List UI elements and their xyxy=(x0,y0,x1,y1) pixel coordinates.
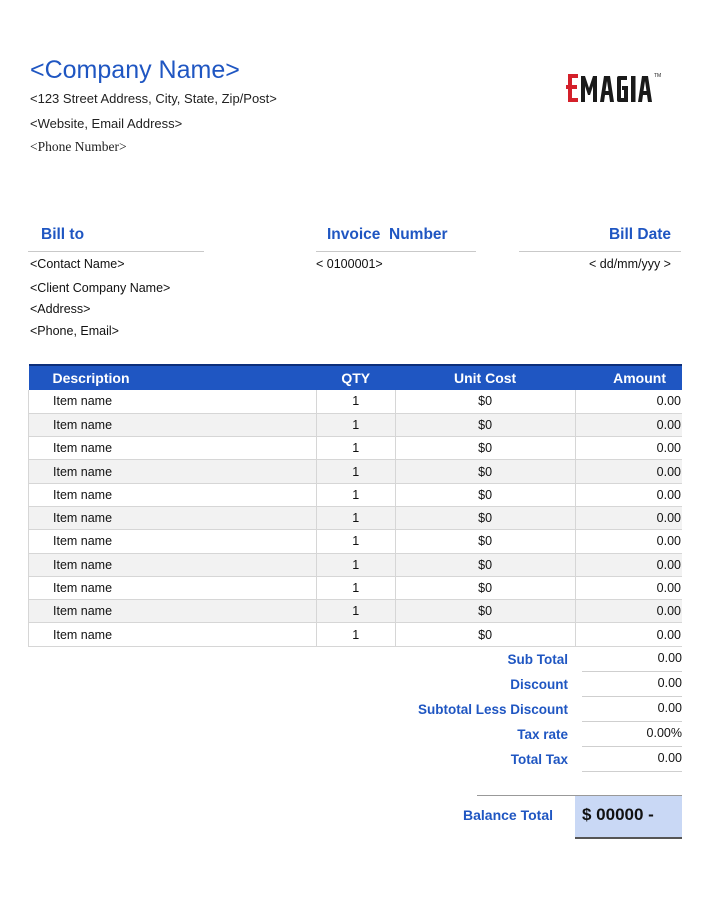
item-amount: 0.00 xyxy=(575,483,682,506)
column-description: Description xyxy=(29,365,317,390)
balance-total-value: $ 00000 - xyxy=(582,805,654,824)
company-address: <123 Street Address, City, State, Zip/Post> xyxy=(30,91,277,106)
table-header-row xyxy=(29,365,683,390)
item-unit-cost: $0 xyxy=(395,437,575,460)
item-amount: 0.00 xyxy=(575,390,682,413)
table-row xyxy=(29,553,683,576)
item-description: Item name xyxy=(29,576,317,599)
bill-date-value: < dd/mm/yyy > xyxy=(589,257,671,271)
summary-row xyxy=(380,748,682,773)
client-company: <Client Company Name> xyxy=(30,281,171,295)
table-row xyxy=(29,390,683,413)
item-amount: 0.00 xyxy=(575,506,682,529)
item-unit-cost: $0 xyxy=(395,413,575,436)
summary-label: Sub Total xyxy=(507,652,568,667)
summary-row xyxy=(380,698,682,723)
table-row xyxy=(29,623,683,646)
table-row xyxy=(29,576,683,599)
item-qty: 1 xyxy=(316,530,395,553)
column-unit-cost: Unit Cost xyxy=(395,365,575,390)
divider xyxy=(519,251,681,252)
item-unit-cost: $0 xyxy=(395,600,575,623)
item-amount: 0.00 xyxy=(575,530,682,553)
column-amount: Amount xyxy=(575,365,682,390)
item-qty: 1 xyxy=(316,437,395,460)
table-row xyxy=(29,530,683,553)
summary-label: Subtotal Less Discount xyxy=(417,702,568,717)
item-description: Item name xyxy=(29,623,317,646)
summary-value: 0.00% xyxy=(582,724,682,747)
items-table xyxy=(28,364,682,647)
item-description: Item name xyxy=(29,390,317,413)
summary-row xyxy=(380,648,682,673)
item-unit-cost: $0 xyxy=(395,390,575,413)
item-qty: 1 xyxy=(316,390,395,413)
item-qty: 1 xyxy=(316,553,395,576)
item-unit-cost: $0 xyxy=(395,506,575,529)
item-qty: 1 xyxy=(316,623,395,646)
summary-value: 0.00 xyxy=(582,649,682,672)
item-unit-cost: $0 xyxy=(395,553,575,576)
item-unit-cost: $0 xyxy=(395,623,575,646)
summary-value: 0.00 xyxy=(582,674,682,697)
table-row xyxy=(29,483,683,506)
emagia-logo xyxy=(562,68,670,108)
item-amount: 0.00 xyxy=(575,623,682,646)
client-phone-email: <Phone, Email> xyxy=(30,324,119,338)
company-phone: <Phone Number> xyxy=(30,139,127,154)
item-qty: 1 xyxy=(316,576,395,599)
item-qty: 1 xyxy=(316,483,395,506)
invoice-number-header: Invoice Number xyxy=(327,226,448,243)
summary-row xyxy=(380,723,682,748)
client-address: <Address> xyxy=(30,302,91,316)
item-description: Item name xyxy=(29,413,317,436)
balance-total-label: Balance Total xyxy=(463,807,553,823)
item-unit-cost: $0 xyxy=(395,460,575,483)
item-description: Item name xyxy=(29,506,317,529)
table-row xyxy=(29,413,683,436)
logo-tm: TM xyxy=(654,73,662,79)
table-row xyxy=(29,506,683,529)
item-qty: 1 xyxy=(316,506,395,529)
item-description: Item name xyxy=(29,437,317,460)
item-amount: 0.00 xyxy=(575,413,682,436)
summary-row xyxy=(380,673,682,698)
item-qty: 1 xyxy=(316,460,395,483)
bill-to-header: Bill to xyxy=(41,226,85,243)
client-contact: <Contact Name> xyxy=(30,257,125,271)
summary-value: 0.00 xyxy=(582,749,682,772)
item-amount: 0.00 xyxy=(575,460,682,483)
company-web-email: <Website, Email Address> xyxy=(30,116,183,131)
divider xyxy=(316,251,476,252)
item-description: Item name xyxy=(29,460,317,483)
summary-label: Discount xyxy=(510,677,568,692)
item-description: Item name xyxy=(29,600,317,623)
item-unit-cost: $0 xyxy=(395,576,575,599)
item-unit-cost: $0 xyxy=(395,483,575,506)
summary-label: Total Tax xyxy=(510,752,568,767)
item-qty: 1 xyxy=(316,600,395,623)
table-row xyxy=(29,600,683,623)
item-amount: 0.00 xyxy=(575,437,682,460)
summary-value: 0.00 xyxy=(582,699,682,722)
item-description: Item name xyxy=(29,483,317,506)
item-description: Item name xyxy=(29,530,317,553)
item-description: Item name xyxy=(29,553,317,576)
item-amount: 0.00 xyxy=(575,553,682,576)
invoice-number-value: < 0100001> xyxy=(316,257,383,271)
item-amount: 0.00 xyxy=(575,576,682,599)
bill-date-header: Bill Date xyxy=(608,226,671,243)
item-qty: 1 xyxy=(316,413,395,436)
column-qty: QTY xyxy=(316,365,395,390)
company-name: <Company Name> xyxy=(30,56,240,84)
table-row xyxy=(29,437,683,460)
table-row xyxy=(29,460,683,483)
divider xyxy=(28,251,204,252)
item-unit-cost: $0 xyxy=(395,530,575,553)
summary-label: Tax rate xyxy=(517,727,568,742)
item-amount: 0.00 xyxy=(575,600,682,623)
